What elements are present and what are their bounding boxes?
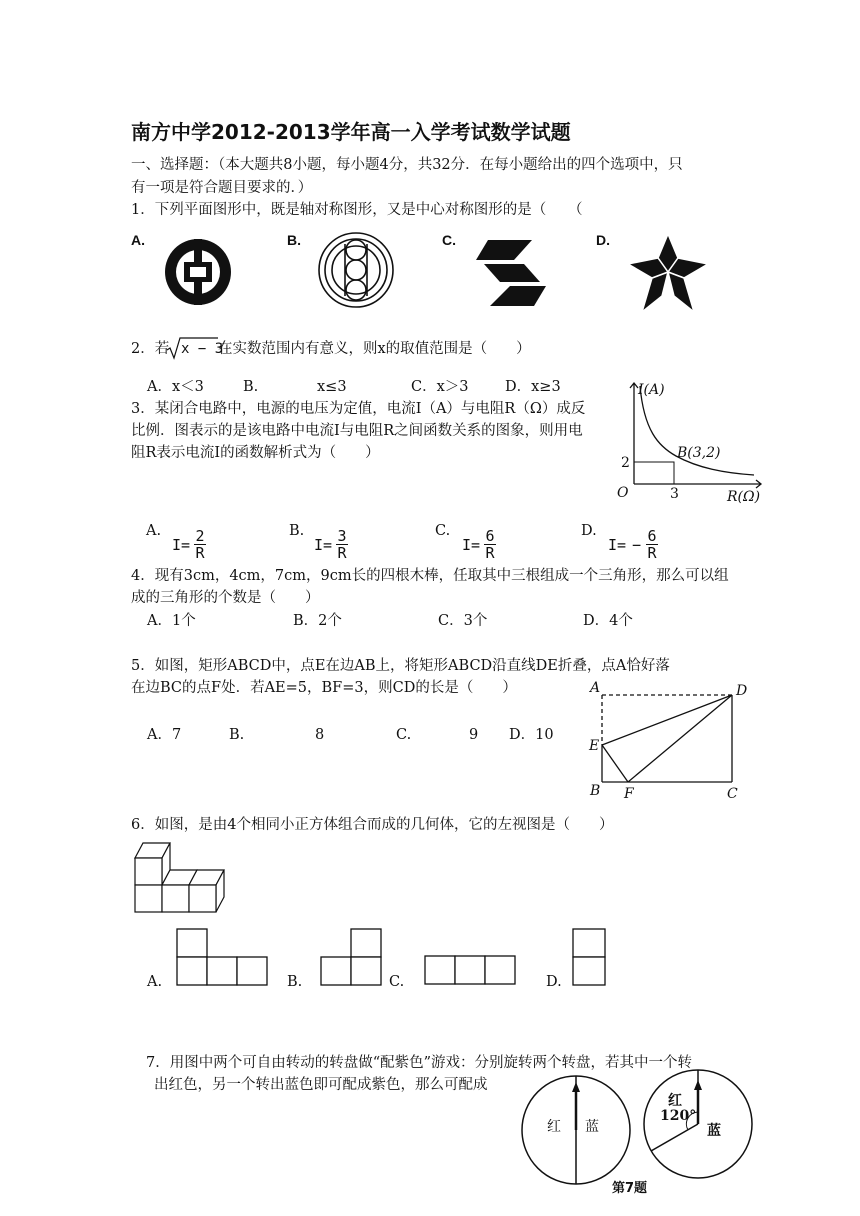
q5-option-d: D．10 <box>509 727 554 743</box>
page-title: 南方中学2012-2013学年高一入学考试数学试题 <box>131 120 571 144</box>
q6-cube-figure <box>130 838 230 916</box>
q2-option-d: D．x≥3 <box>505 379 561 395</box>
q5-point-b: B <box>590 783 601 799</box>
q7-figure-caption: 第7题 <box>612 1181 648 1196</box>
q5-point-d: D <box>736 683 748 699</box>
q3-graph-ytick: 2 <box>621 455 630 471</box>
q3-option-c-label: C. <box>435 523 451 539</box>
q5-point-a: A <box>590 680 601 696</box>
q1-option-a-label: A. <box>131 232 145 248</box>
q2-option-b-value: x≤3 <box>317 379 347 395</box>
q7-spinner-2-blue-label: 蓝 <box>707 1123 721 1139</box>
q2-stem-suffix: 在实数范围内有意义，则x的取值范围是（ ） <box>218 341 531 357</box>
q3-graph-origin: O <box>617 485 629 501</box>
q4-option-b: B．2个 <box>293 613 342 629</box>
q6-option-b-label: B. <box>287 974 303 990</box>
q3-graph-ylabel: I(A) <box>638 382 665 398</box>
q7-line2: 出红色，另一个转出蓝色即可配成紫色，那么可配成 <box>154 1077 488 1093</box>
q5-option-b-value: 8 <box>315 727 325 743</box>
q5-point-f: F <box>624 786 634 802</box>
q6-stem: 6．如图，是由4个相同小正方体组合而成的几何体，它的左视图是（ ） <box>131 817 614 833</box>
q5-option-a: A．7 <box>147 727 182 743</box>
q2-option-a: A．x＜3 <box>147 379 204 395</box>
q5-option-b-label: B. <box>229 727 245 743</box>
q3-line1: 3．某闭合电路中，电源的电压为定值，电流I（A）与电阻R（Ω）成反 <box>131 401 586 417</box>
q4-line2: 成的三角形的个数是（ ） <box>131 590 320 606</box>
q2-radicand: x − 3 <box>181 341 224 357</box>
q5-point-e: E <box>589 738 600 754</box>
q7-line1: 7．用图中两个可自由转动的转盘做“配紫色”游戏：分别旋转两个转盘，若其中一个转 <box>146 1055 693 1071</box>
q7-spinner-2 <box>642 1068 754 1180</box>
q5-line1: 5．如图，矩形ABCD中，点E在边AB上，将矩形ABCD沿直线DE折叠，点A恰好落 <box>131 658 670 674</box>
q4-option-d: D．4个 <box>583 613 633 629</box>
q6-option-b-view <box>320 928 382 986</box>
q4-line1: 4．现有3cm，4cm，7cm，9cm长的四根木棒，任取其中三根组成一个三角形，那么可以组 <box>131 568 729 584</box>
q3-graph-xtick: 3 <box>670 486 679 502</box>
q3-graph-point: B(3,2) <box>677 445 721 461</box>
q1-option-a-figure <box>158 234 238 314</box>
q2-option-b-label: B. <box>243 379 259 395</box>
q4-option-a: A．1个 <box>147 613 196 629</box>
q5-point-c: C <box>727 786 738 802</box>
q1-option-b-label: B. <box>287 232 301 248</box>
section-instruction-line1: 一、选择题：（本大题共8小题，每小题4分，共32分．在每小题给出的四个选项中，只 <box>131 157 683 173</box>
q2-stem-prefix: 2．若 <box>131 341 170 357</box>
q5-option-c-value: 9 <box>469 727 479 743</box>
q1-option-d-figure <box>626 232 710 316</box>
q1-option-b-figure <box>316 230 396 310</box>
section-instruction-line2: 有一项是符合题目要求的．） <box>131 180 313 196</box>
q3-line3: 阻R表示电流I的函数解析式为（ ） <box>131 445 380 461</box>
q1-option-c-figure <box>470 238 552 308</box>
q3-option-b-label: B. <box>289 523 305 539</box>
q3-option-d-label: D. <box>581 523 597 539</box>
q7-spinner-2-red-label: 红 <box>668 1093 682 1109</box>
q7-spinner-2-angle-label: 120° <box>660 1108 697 1124</box>
q6-option-c-view <box>424 955 516 985</box>
q5-rectangle-figure <box>590 680 760 800</box>
q5-option-c-label: C. <box>396 727 412 743</box>
q6-option-d-label: D. <box>546 974 562 990</box>
q2-option-c: C．x＞3 <box>411 379 469 395</box>
q6-option-a-label: A. <box>147 974 163 990</box>
q7-spinner-1 <box>520 1074 632 1186</box>
q3-graph-xlabel: R(Ω) <box>727 489 761 505</box>
q1-option-c-label: C. <box>442 232 456 248</box>
q1-stem: 1．下列平面图形中，既是轴对称图形，又是中心对称图形的是（ （ <box>131 202 583 218</box>
q6-option-c-label: C. <box>389 974 405 990</box>
q6-option-a-view <box>176 928 268 986</box>
q7-spinner-1-red-label: 红 <box>547 1119 561 1135</box>
q1-option-d-label: D. <box>596 232 610 248</box>
q7-spinner-1-blue-label: 蓝 <box>585 1119 599 1135</box>
q4-option-c: C．3个 <box>438 613 488 629</box>
q3-option-a-label: A. <box>146 523 162 539</box>
q3-line2: 比例．图表示的是该电路中电流I与电阻R之间函数关系的图象，则用电 <box>131 423 583 439</box>
q6-option-d-view <box>572 928 606 986</box>
q5-line2: 在边BC的点F处．若AE=5，BF=3，则CD的长是（ ） <box>131 680 517 696</box>
